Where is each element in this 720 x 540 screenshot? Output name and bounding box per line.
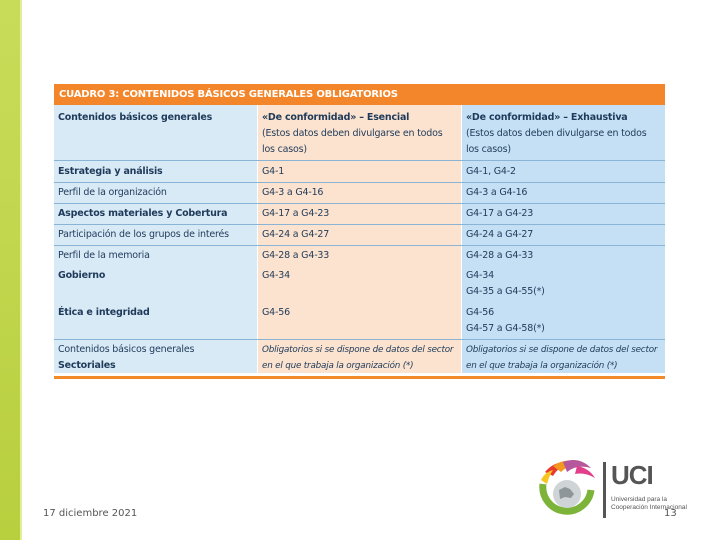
row-exhaustiva: G4-17 a G4-23	[466, 208, 534, 219]
row-label-gobierno: Gobierno	[58, 270, 106, 281]
row-esencial-sectoriales-2: en el que trabaja la organización (*)	[262, 361, 414, 371]
row-label: Perfil de la organización	[58, 187, 167, 198]
row-exhaustiva: G4-1, G4-2	[466, 166, 516, 177]
logo-wordmark: UCI	[611, 460, 653, 490]
row-esencial: G4-24 a G4-27	[262, 229, 330, 240]
footer-date: 17 diciembre 2021	[43, 508, 138, 519]
row-exhaustiva-etica-2: G4-57 a G4-58(*)	[466, 323, 545, 334]
globe-logo-icon	[533, 454, 601, 524]
header-esencial: «De conformidad» – Esencial	[262, 112, 410, 123]
row-exhaustiva-sectoriales-1: Obligatorios si se dispone de datos del sector	[466, 345, 658, 355]
row-exhaustiva: G4-3 a G4-16	[466, 187, 528, 198]
header-exhaustiva: «De conformidad» – Exhaustiva	[466, 112, 628, 123]
row-esencial: G4-1	[262, 166, 285, 177]
row-esencial-gobierno: G4-34	[262, 270, 290, 281]
row-label: Participación de los grupos de interés	[58, 229, 229, 240]
row-label-sectoriales-1: Contenidos básicos generales	[58, 344, 195, 355]
side-accent-bar	[0, 0, 20, 540]
divider	[54, 160, 665, 161]
header-contenidos: Contenidos básicos generales	[58, 112, 213, 123]
row-esencial-sectoriales-1: Obligatorios si se dispone de datos del sector	[262, 345, 454, 355]
row-label: Aspectos materiales y Cobertura	[58, 208, 228, 219]
logo-subtitle-line1: Universidad para la	[611, 496, 668, 503]
table-title: CUADRO 3: CONTENIDOS BÁSICOS GENERALES OBLIGATORIOS	[54, 84, 665, 105]
divider	[54, 245, 665, 246]
row-exhaustiva: G4-24 a G4-27	[466, 229, 534, 240]
logo-subtitle-line2: Cooperación Internacional	[611, 504, 687, 511]
header-esencial-note-1: (Estos datos deben divulgarse en todos	[262, 128, 443, 139]
row-label-sectoriales-2: Sectoriales	[58, 360, 116, 371]
row-label: Estrategia y análisis	[58, 166, 163, 177]
row-exhaustiva-sectoriales-2: en el que trabaja la organización (*)	[466, 361, 618, 371]
row-esencial: G4-3 a G4-16	[262, 187, 324, 198]
logo-divider	[603, 462, 606, 518]
row-esencial-etica: G4-56	[262, 307, 290, 318]
row-label-etica: Ética e integridad	[58, 307, 150, 318]
divider	[54, 224, 665, 225]
side-accent-line	[20, 0, 22, 540]
row-exhaustiva: G4-28 a G4-33	[466, 250, 534, 261]
content-table	[54, 84, 665, 379]
page-number: 13	[664, 508, 677, 519]
row-esencial: G4-28 a G4-33	[262, 250, 330, 261]
divider	[54, 182, 665, 183]
divider	[54, 339, 665, 340]
divider	[54, 203, 665, 204]
row-exhaustiva-etica: G4-56	[466, 307, 494, 318]
row-label: Perfil de la memoria	[58, 250, 150, 261]
header-exhaustiva-note-1: (Estos datos deben divulgarse en todos	[466, 128, 647, 139]
row-exhaustiva-gobierno-2: G4-35 a G4-55(*)	[466, 286, 545, 297]
row-exhaustiva-gobierno: G4-34	[466, 270, 494, 281]
row-esencial: G4-17 a G4-23	[262, 208, 330, 219]
header-esencial-note-2: los casos)	[262, 144, 307, 155]
header-exhaustiva-note-2: los casos)	[466, 144, 511, 155]
